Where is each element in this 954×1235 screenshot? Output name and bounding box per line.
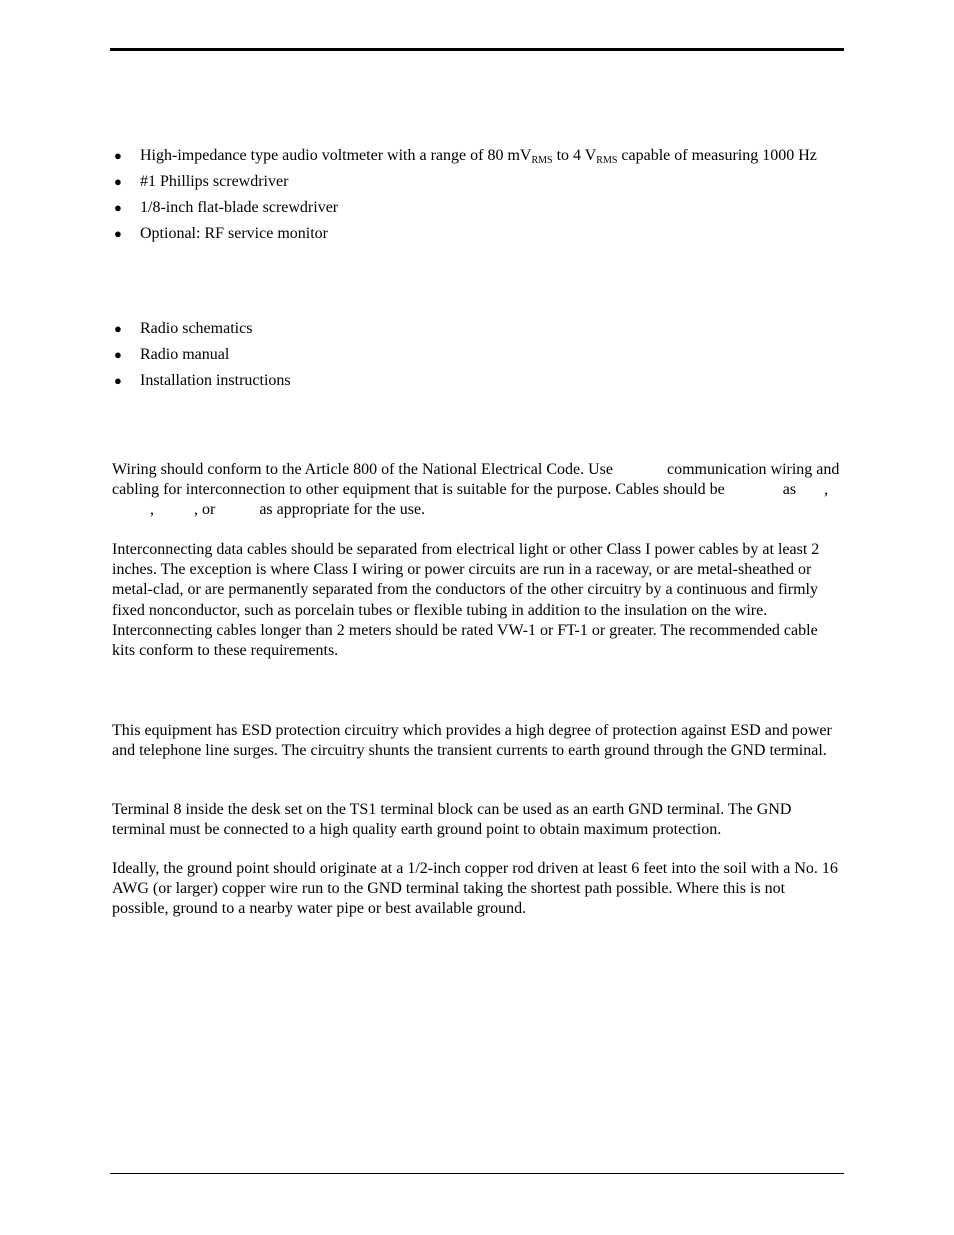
list-item: ● #1 Phillips screwdriver xyxy=(114,173,289,190)
bullet-icon: ● xyxy=(114,174,122,189)
list-item: ● 1/8-inch flat-blade screwdriver xyxy=(114,199,339,216)
list-item: ● Radio schematics xyxy=(114,320,253,337)
ground-point-paragraph: Ideally, the ground point should originate at a 1/2-inch copper rod driven at least 6 feet into the soil with a No. 16 AWG (or larger) copper wire run to the GND terminal taking the shortest path possible. Where this is not possible, ground to a nearby water pipe or best available ground. xyxy=(112,860,838,918)
tools-list xyxy=(112,146,844,250)
bullet-icon: ● xyxy=(114,148,122,163)
bullet-icon: ● xyxy=(114,373,122,388)
esd-protection-paragraph: This equipment has ESD protection circuitry which provides a high degree of protection against ESD and power and telephone line surges. The circuitry shunts the transient currents to earth ground through the GND terminal. xyxy=(112,722,832,760)
header-rule xyxy=(110,48,844,51)
gnd-terminal-paragraph: Terminal 8 inside the desk set on the TS1 terminal block can be used as an earth GND terminal. The GND terminal must be connected to a high quality earth ground point to obtain maximum protection. xyxy=(112,801,792,839)
bullet-icon: ● xyxy=(114,321,122,336)
bullet-icon: ● xyxy=(114,200,122,215)
wiring-paragraph: Wiring should conform to the Article 800 of the National Electrical Code. Use communication wiring and cabling for interconnection to other equipment that is suitable for the purpose. Cables should be as ,, , or as appropriate for the use. xyxy=(112,461,840,519)
list-item: ● Installation instructions xyxy=(114,372,291,389)
bullet-icon: ● xyxy=(114,347,122,362)
cable-separation-paragraph: Interconnecting data cables should be separated from electrical light or other Class I power cables by at least 2 inches. The exception is where Class I wiring or power circuits are run in a raceway, or are metal-sheathed or metal-clad, or are permanently separated from the conductors of the other circuitry by a continuous and firmly fixed nonconductor, such as porcelain tubes or flexible tubing in addition to the insulation on the wire. Interconnecting cables longer than 2 meters should be rated VW-1 or FT-1 or greater. The recommended cable kits conform to these requirements. xyxy=(112,541,820,660)
list-item: ● High-impedance type audio voltmeter with a range of 80 $mV_{RMS}$ to 4 $V_{RMS}$ capable of measuring 1000 Hz xyxy=(114,147,817,166)
footer-rule xyxy=(110,1173,844,1174)
documents-list xyxy=(112,319,844,397)
list-item: ● Optional: RF service monitor xyxy=(114,225,328,242)
list-item: ● Radio manual xyxy=(114,346,230,363)
bullet-icon: ● xyxy=(114,226,122,241)
